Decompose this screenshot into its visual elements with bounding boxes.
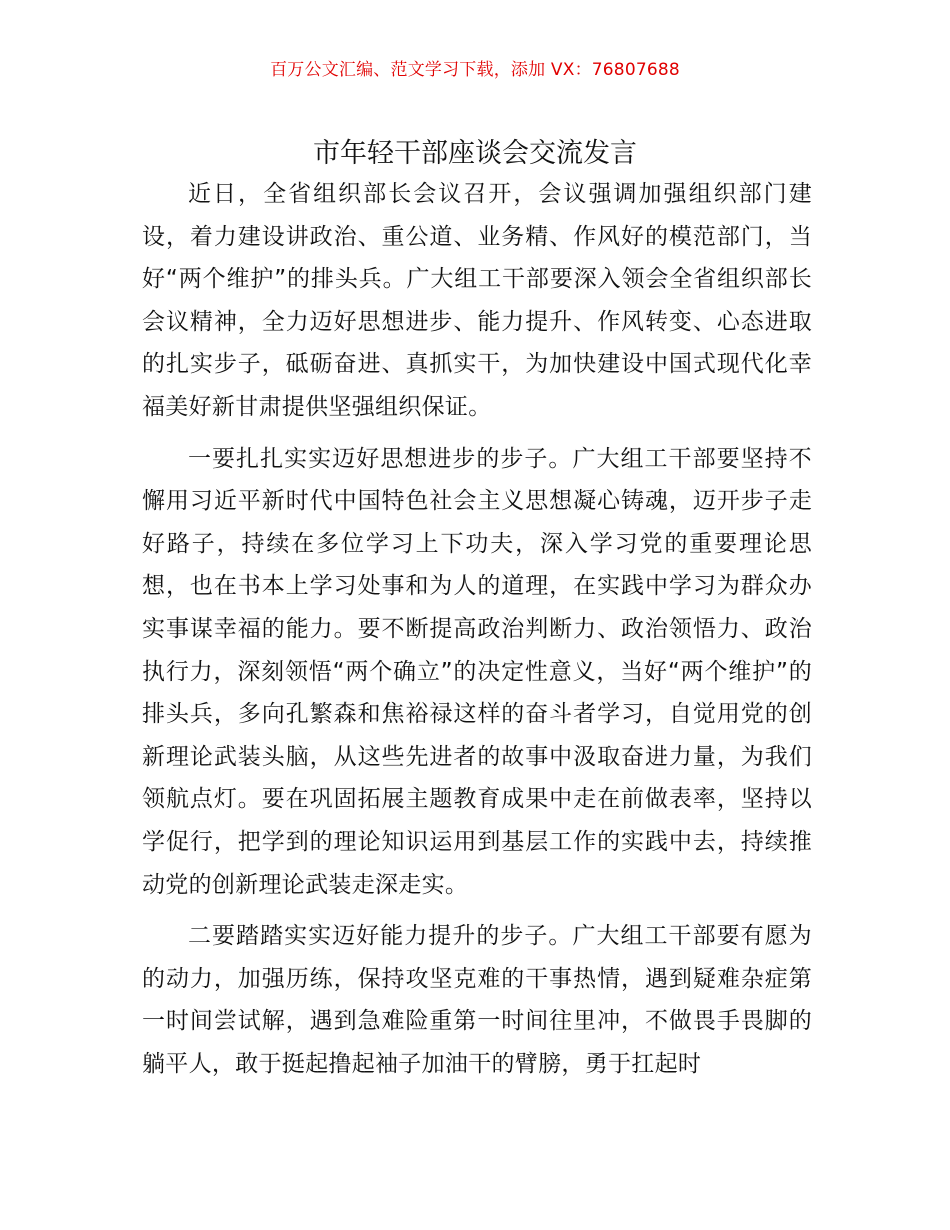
document-body (142, 173, 812, 1085)
header-watermark-note: 百万公文汇编、范文学习下载，添加 VX：76807688 (270, 60, 680, 80)
paragraph-ability-improvement: 二要踏踏实实迈好能力提升的步子。广大组工干部要有愿为的动力，加强历练，保持攻坚克难的干事热情，遇到疑难杂症第一时间尝试解，遇到急难险重第一时间往里冲，不做畏手畏脚的躺平人，敢于挺起撸起袖子加油干的臂膀，勇于扛起时 (142, 923, 812, 1077)
document-title: 市年轻干部座谈会交流发言 (313, 138, 637, 170)
paragraph-intro: 近日，全省组织部长会议召开，会议强调加强组织部门建设，着力建设讲政治、重公道、业务精、作风好的模范部门，当好“两个维护”的排头兵。广大组工干部要深入领会全省组织部长会议精神，全力迈好思想进步、能力提升、作风转变、心态进取的扎实步子，砥砺奋进、真抓实干，为加快建设中国式现代化幸福美好新甘肃提供坚强组织保证。 (142, 181, 812, 420)
paragraph-thought-progress: 一要扎扎实实迈好思想进步的步子。广大组工干部要坚持不懈用习近平新时代中国特色社会主义思想凝心铸魂，迈开步子走好路子，持续在多位学习上下功夫，深入学习党的重要理论思想，也在书本上学习处事和为人的道理，在实践中学习为群众办实事谋幸福的能力。要不断提高政治判断力、政治领悟力、政治执行力，深刻领悟“两个确立”的决定性意义，当好“两个维护”的排头兵，多向孔繁森和焦裕禄这样的奋斗者学习，自觉用党的创新理论武装头脑，从这些先进者的故事中汲取奋进力量，为我们领航点灯。要在巩固拓展主题教育成果中走在前做表率，坚持以学促行，把学到的理论知识运用到基层工作的实践中去，持续推动党的创新理论武装走深走实。 (142, 445, 812, 898)
